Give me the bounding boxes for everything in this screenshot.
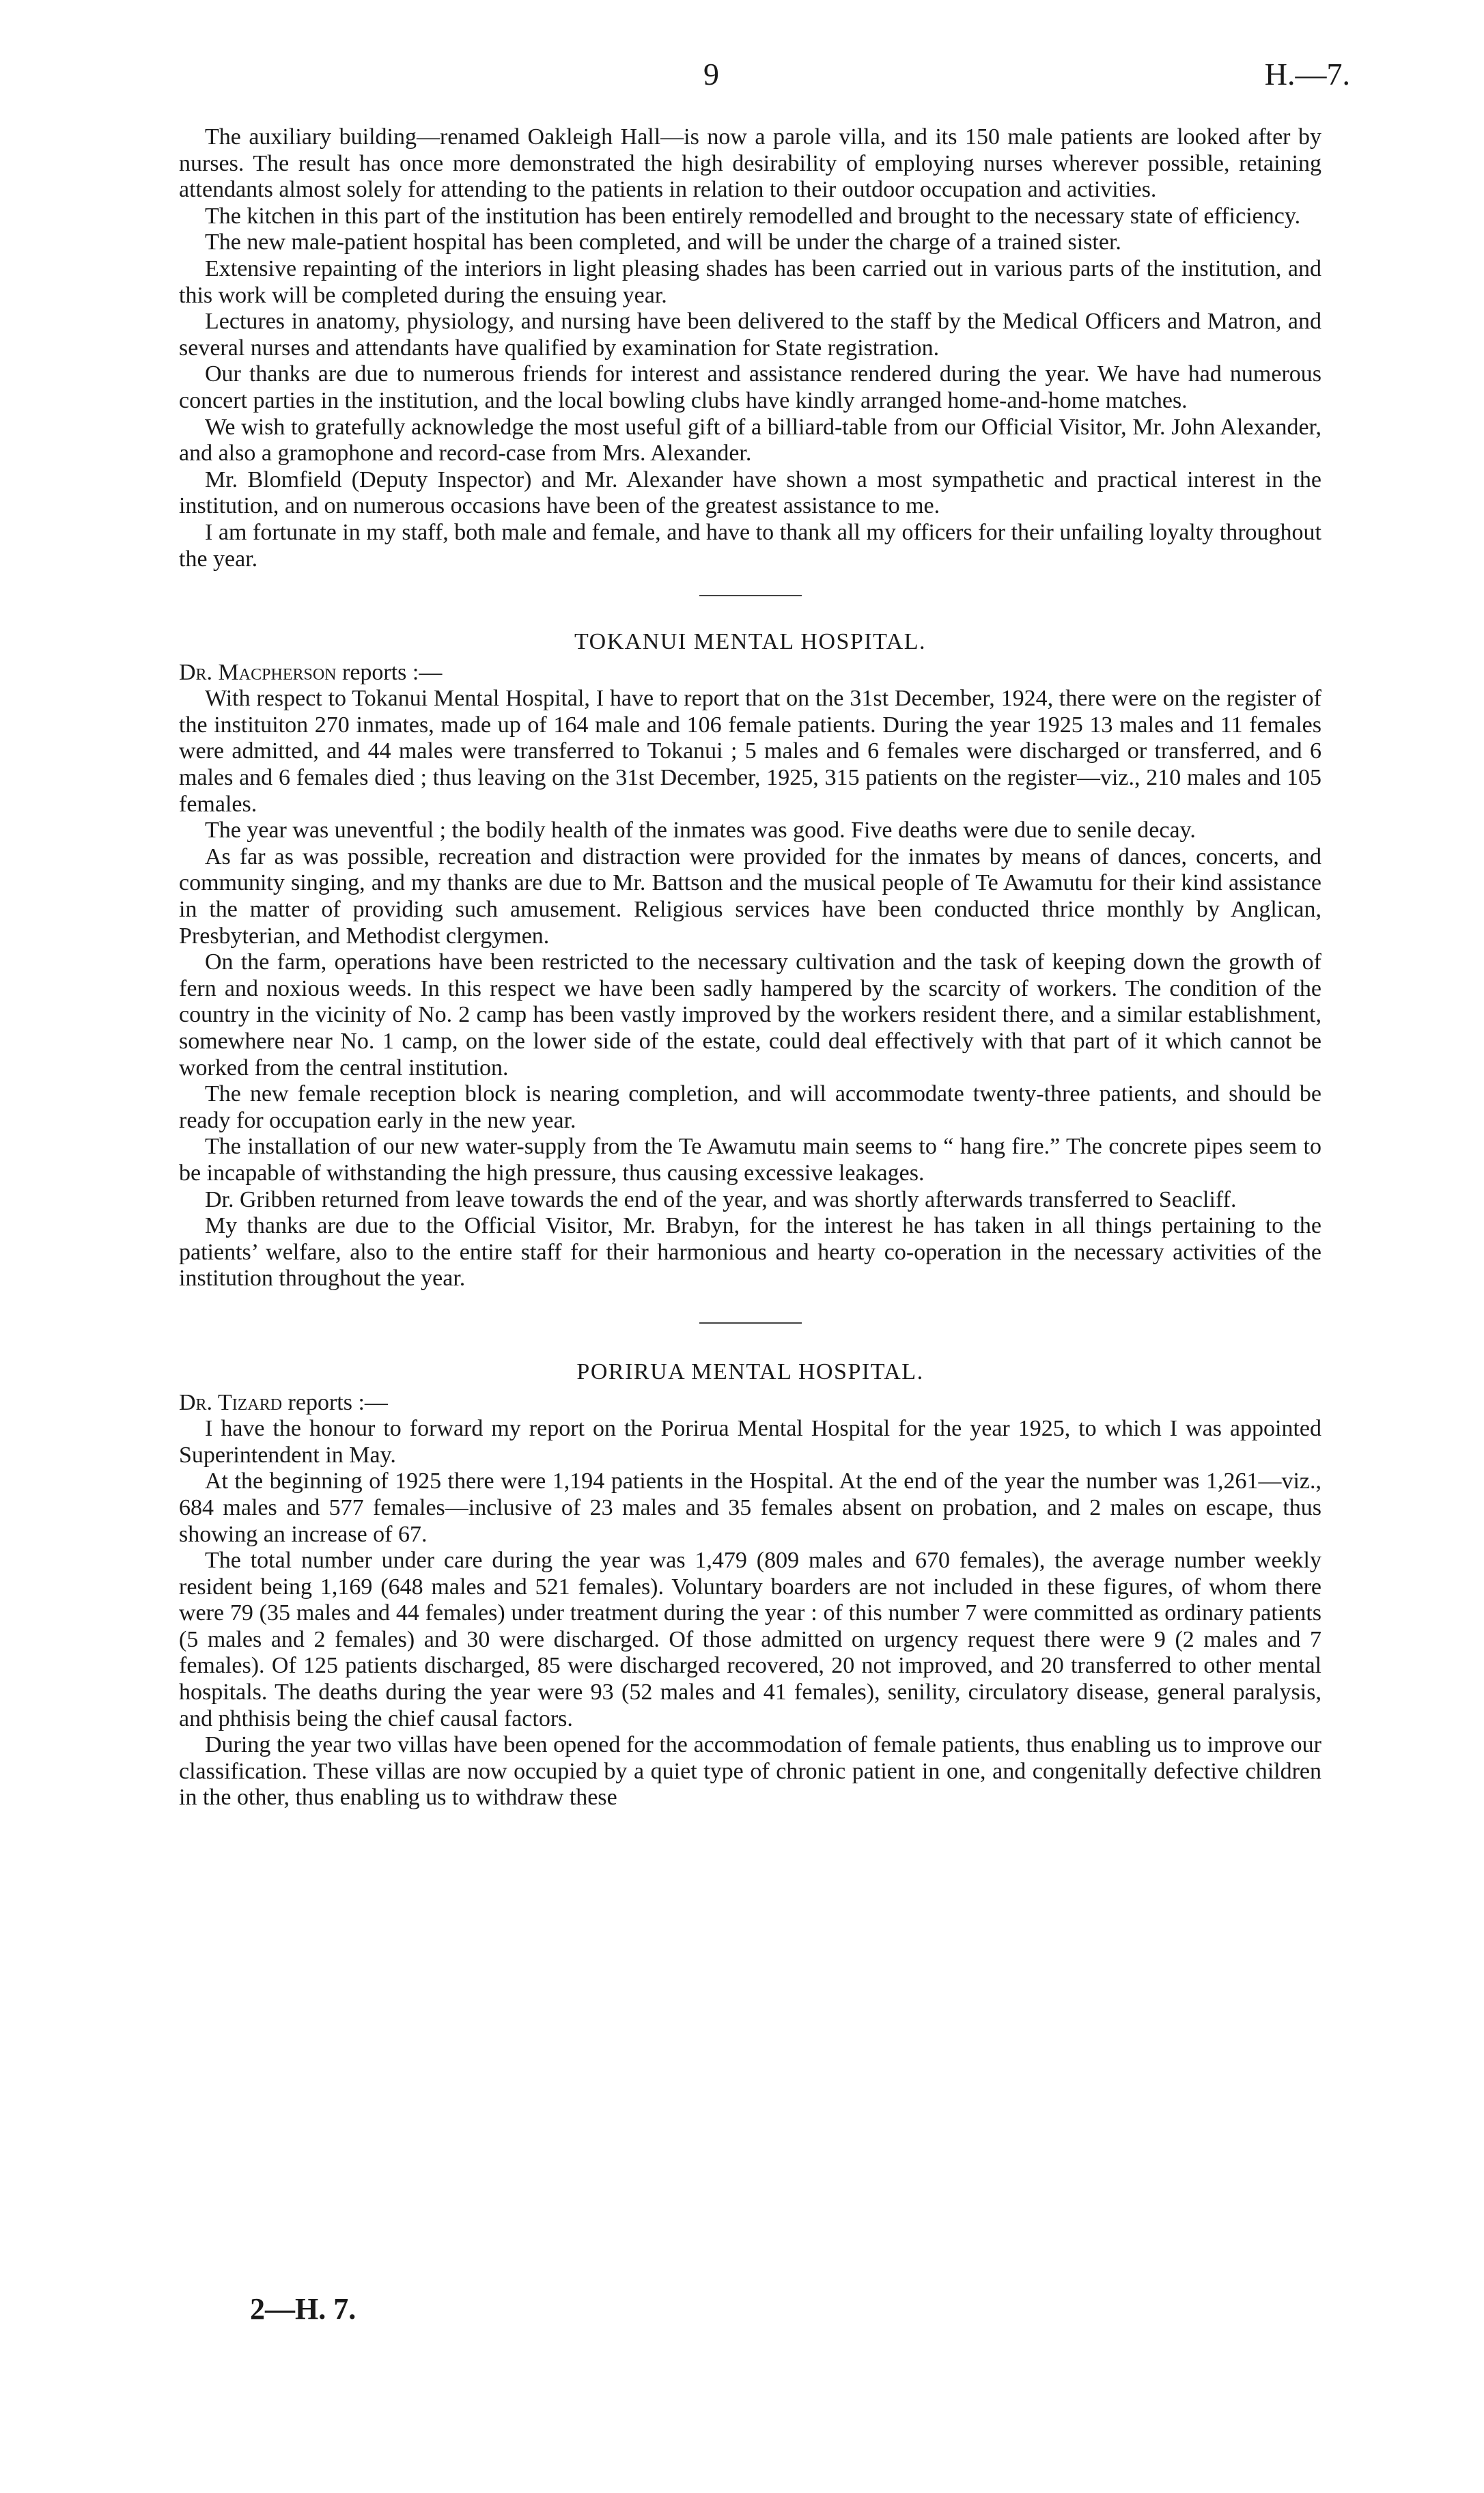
body-paragraph: The new female reception block is nearing completion, and will accommodate twenty-three patients, and should be ready for occupation early in the new year. [179, 1081, 1321, 1133]
body-paragraph: We wish to gratefully acknowledge the most useful gift of a billiard-table from our Official Visitor, Mr. John Alexander, and also a gramophone and record-case from Mrs. Alexander. [179, 414, 1321, 466]
body-paragraph: As far as was possible, recreation and distraction were provided for the inmates by means of dances, concerts, and community singing, and my thanks are due to Mr. Battson and the musical people of Te Awamutu for their kind assistance in the matter of providing such amusement. Religious services have been conducted thrice monthly by Anglican, Presbyterian, and Methodist clergymen. [179, 844, 1321, 949]
body-paragraph: The kitchen in this part of the institution has been entirely remodelled and brought to the necessary state of efficiency. [205, 203, 1301, 229]
section-title: TOKANUI MENTAL HOSPITAL. [574, 629, 927, 655]
body-paragraph: I am fortunate in my staff, both male and female, and have to thank all my officers for their unfailing loyalty throughout the year. [179, 519, 1321, 572]
reporter-name: Dr. Macpherson [179, 659, 337, 685]
body-paragraph: Our thanks are due to numerous friends for interest and assistance rendered during the year. We have had numerous concert parties in the institution, and the local bowling clubs have kindly arranged home-and-home matches. [179, 361, 1321, 413]
reporter-line [179, 1390, 1321, 1417]
tokanui-section [179, 629, 1321, 1292]
body-paragraph: Dr. Gribben returned from leave towards the end of the year, and was shortly afterwards transferred to Seacliff. [205, 1186, 1237, 1212]
body-paragraph: The installation of our new water-supply from the Te Awamutu main seems to “ hang fire.” The concrete pipes seem to be incapable of withstanding the high pressure, thus causing excessive leakages. [179, 1134, 1321, 1186]
porirua-section [179, 1359, 1321, 1811]
body-paragraph: Mr. Blomfield (Deputy Inspector) and Mr. Alexander have shown a most sympathetic and practical interest in the institution, and on numerous occasions have been of the greatest assistance to me. [179, 466, 1321, 519]
section-divider [699, 595, 802, 596]
page-number: 9 [703, 57, 719, 92]
body-paragraph: With respect to Tokanui Mental Hospital, I have to report that on the 31st December, 1924, there were on the register of the instituiton 270 inmates, made up of 164 male and 106 female patients. During the year 1925 13 males and 11 females were admitted, and 44 males were transferred to Tokanui ; 5 males and 6 females were discharged or transferred, and 6 males and 6 females died ; thus leaving on the 31st December, 1925, 315 patients on the register—viz., 210 males and 105 females. [179, 686, 1321, 817]
page-body [179, 124, 1321, 1811]
body-paragraph: The year was uneventful ; the bodily health of the inmates was good. Five deaths were due to senile decay. [205, 818, 1196, 844]
body-paragraph: At the beginning of 1925 there were 1,194 patients in the Hospital. At the end of the year the number was 1,261—viz., 684 males and 577 females—inclusive of 23 males and 35 females absent on probation, and 2 males on escape, thus showing an increase of 67. [179, 1468, 1321, 1547]
body-paragraph: During the year two villas have been opened for the accommodation of female patients, thus enabling us to improve our classification. These villas are now occupied by a quiet type of chronic patient in one, and congenitally defective children in the other, thus enabling us to withdraw these [179, 1732, 1321, 1811]
body-paragraph: Lectures in anatomy, physiology, and nursing have been delivered to the staff by the Medical Officers and Matron, and several nurses and attendants have qualified by examination for State registration. [179, 309, 1321, 361]
body-paragraph: Extensive repainting of the interiors in light pleasing shades has been carried out in various parts of the institution, and this work will be completed during the ensuing year. [179, 255, 1321, 308]
reporter-suffix: reports :— [288, 1389, 388, 1415]
body-paragraph: The total number under care during the year was 1,479 (809 males and 670 females), the average number weekly resident being 1,169 (648 males and 521 females). Voluntary boarders are not included in these figures, of whom there were 79 (35 males and 44 females) under treatment during the year : of this number 7 were committed as ordinary patients (5 males and 2 females) and 30 were discharged. Of those admitted on urgency request there were 9 (2 males and 7 females). Of 125 patients discharged, 85 were discharged recovered, 20 not improved, and 20 transferred to other mental hospitals. The deaths during the year were 93 (52 males and 41 females), senility, circulatory disease, general paralysis, and phthisis being the chief causal factors. [179, 1548, 1321, 1731]
body-paragraph: My thanks are due to the Official Visitor, Mr. Brabyn, for the interest he has taken in all things pertaining to the patients’ welfare, also to the entire staff for their harmonious and hearty co-operation in the necessary activities of the institution throughout the year. [179, 1213, 1321, 1292]
body-paragraph: On the farm, operations have been restricted to the necessary cultivation and the task of keeping down the growth of fern and noxious weeds. In this respect we have been sadly hampered by the scarcity of workers. The condition of the country in the vicinity of No. 2 camp has been vastly improved by the workers resident there, and a similar establishment, somewhere near No. 1 camp, on the lower side of the estate, could deal effectively with that part of it which cannot be worked from the central institution. [179, 949, 1321, 1081]
page-header [0, 56, 1484, 97]
section-title: PORIRUA MENTAL HOSPITAL. [576, 1359, 924, 1384]
section-divider [699, 1322, 802, 1324]
body-paragraph: The auxiliary building—renamed Oakleigh Hall—is now a parole villa, and its 150 male patients are looked after by nurses. The result has once more demonstrated the high desirability of employing nurses wherever possible, retaining attendants almost solely for attending to the patients in relation to their outdoor occupation and activities. [179, 124, 1321, 203]
reporter-name: Dr. Tizard [179, 1389, 283, 1415]
body-paragraph: I have the honour to forward my report on the Porirua Mental Hospital for the year 1925, to which I was appointed Superintendent in May. [179, 1416, 1321, 1468]
reporter-line [179, 660, 1321, 686]
reporter-suffix: reports :— [342, 659, 443, 685]
footer-signature: 2—H. 7. [250, 2292, 356, 2326]
document-reference: H.—7. [1264, 57, 1350, 92]
body-paragraph: The new male-patient hospital has been completed, and will be under the charge of a trained sister. [205, 229, 1121, 255]
oakleigh-section [179, 124, 1321, 572]
